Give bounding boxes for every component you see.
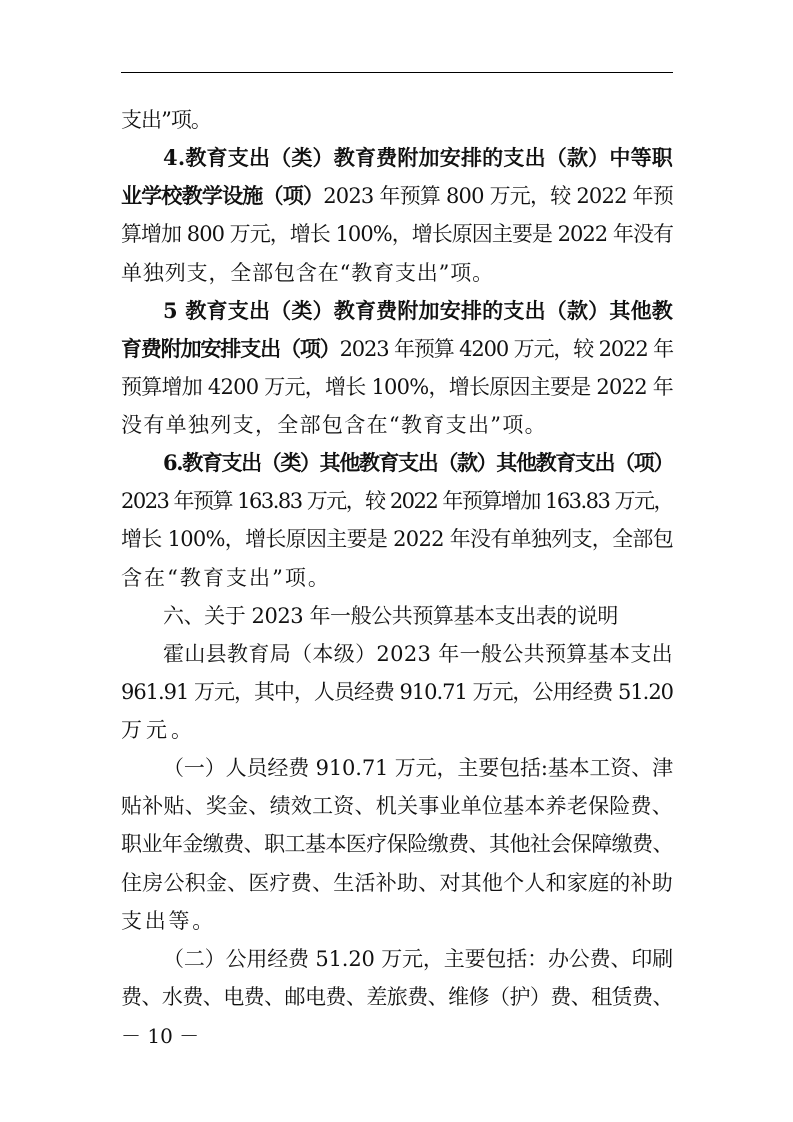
text-line (163, 604, 618, 628)
text-line (121, 985, 673, 1009)
body-text: 961.91 万元，其中，人员经费 910.71 万元，公用经费 51.20 (121, 680, 673, 704)
text-line (121, 794, 673, 818)
bold-heading-text: 业学校教学设施（项） (121, 183, 324, 208)
text-line (121, 489, 673, 513)
text-line (163, 947, 673, 971)
text-line (121, 261, 494, 285)
body-text: 支出”项。 (121, 108, 211, 132)
text-line (121, 184, 673, 208)
body-text: 2023 年预算 163.83 万元，较 2022 年预算增加 163.83 万元， (121, 489, 673, 513)
body-text: 住房公积金、医疗费、生活补助、对其他个人和家庭的补助 (121, 871, 673, 895)
text-line (121, 566, 331, 590)
text-line (163, 451, 673, 475)
page-number: － 10 － (121, 1024, 200, 1048)
bold-heading-text: 育费附加安排支出（项） (121, 336, 340, 361)
body-text: 2023 年预算 4200 万元，较 2022 年 (339, 337, 673, 361)
header-rule (121, 72, 673, 73)
text-line (121, 527, 673, 551)
body-text: 贴补贴、奖金、绩效工资、机关事业单位基本养老保险费、 (121, 794, 673, 818)
body-text: 六、关于 2023 年一般公共预算基本支出表的说明 (163, 604, 618, 628)
body-text: 支出等。 (121, 909, 216, 933)
text-line (121, 871, 673, 895)
body-text: 算增加 800 万元，增长 100%，增长原因主要是 2022 年没有 (121, 222, 673, 246)
text-line (121, 680, 673, 704)
body-text: 费、水费、电费、邮电费、差旅费、维修（护）费、租赁费、 (121, 985, 673, 1009)
text-line (121, 909, 216, 933)
text-line (163, 299, 673, 323)
text-line (163, 642, 673, 666)
text-line (121, 413, 547, 437)
body-text: 单独列支，全部包含在“教育支出”项。 (121, 261, 494, 285)
body-text: 霍山县教育局（本级）2023 年一般公共预算基本支出 (163, 642, 673, 666)
body-text: 职业年金缴费、职工基本医疗保险缴费、其他社会保障缴费、 (121, 832, 673, 856)
text-line (121, 108, 211, 132)
body-text: 2023 年预算 800 万元，较 2022 年预 (323, 184, 673, 208)
text-line (121, 375, 673, 399)
body-text: 没有单独列支，全部包含在“教育支出”项。 (121, 413, 547, 437)
body-text: （一）人员经费 910.71 万元，主要包括:基本工资、津 (163, 756, 673, 780)
text-line (121, 832, 673, 856)
body-text: 预算增加 4200 万元，增长 100%，增长原因主要是 2022 年 (121, 375, 673, 399)
text-line (121, 337, 673, 361)
body-text: （二）公用经费 51.20 万元，主要包括：办公费、印刷 (163, 947, 673, 971)
text-line (163, 146, 673, 170)
text-line (163, 756, 673, 780)
body-text: 增长 100%，增长原因主要是 2022 年没有单独列支，全部包 (121, 527, 673, 551)
body-text: 含在“教育支出”项。 (121, 566, 331, 590)
bold-heading-text: 6.教育支出（类）其他教育支出（款）其他教育支出（项） (163, 450, 673, 475)
bold-heading-text: 5 教育支出（类）教育费附加安排的支出（款）其他教 (163, 298, 673, 323)
body-text: 万元。 (121, 718, 196, 742)
text-line (121, 222, 673, 246)
bold-heading-text: 4.教育支出（类）教育费附加安排的支出（款）中等职 (163, 145, 673, 170)
text-line (121, 718, 196, 742)
